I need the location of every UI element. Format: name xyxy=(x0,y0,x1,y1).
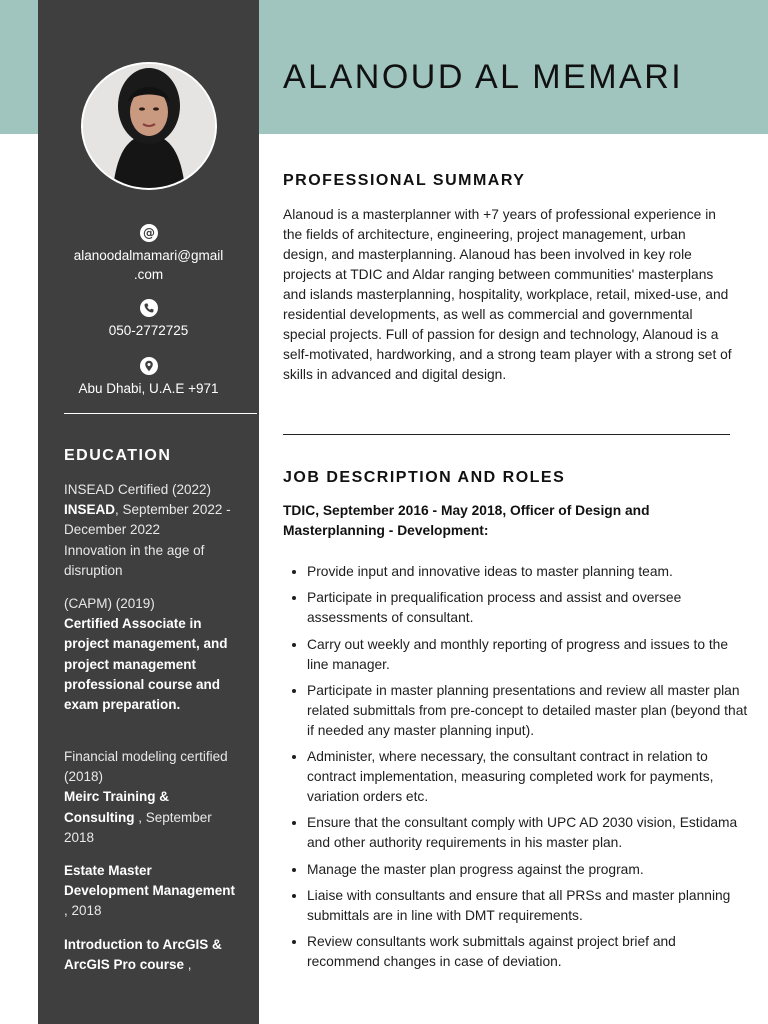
phone-number: 050-2772725 xyxy=(108,323,189,338)
education-item-org: Estate Master Development Management xyxy=(64,863,236,899)
phone-icon xyxy=(140,299,158,317)
resume-name: ALANOUD AL MEMARI xyxy=(283,58,684,96)
duty-item: • Manage the master plan progress against the program. xyxy=(307,860,749,880)
sidebar-divider xyxy=(64,413,257,414)
email-line-1: alanoodalmamari@gmail xyxy=(73,248,224,263)
profile-photo xyxy=(81,62,217,190)
education-item-course: Innovation in the age of disruption xyxy=(64,542,205,578)
contact-location xyxy=(38,357,259,398)
summary-text: Alanoud is a masterplanner with +7 years of professional experience in the fields of architecture, engineering, project management, urban design, and masterplanning. Alanoud has been involved in key role projects at TDIC and Aldar ranging between communities' masterplans and islands masterplanning, hospitality, workplace, retail, mixed-use, and residential developments, as well as commercial and governmental special projects. Full of passion for design and technology, Alanoud is a self-motivated, hardworking, and a strong team player with a strong set of skills in advanced and digital design. xyxy=(283,207,732,382)
education-item-insead xyxy=(64,480,236,581)
section-divider xyxy=(283,434,730,435)
location-text: Abu Dhabi, U.A.E +971 xyxy=(78,381,219,396)
education-item-line: Financial modeling certified (2018) xyxy=(64,749,228,785)
education-item-dates: , 2018 xyxy=(64,903,102,919)
education-item-org: Introduction to ArcGIS & ArcGIS Pro course xyxy=(64,937,222,973)
job-heading: TDIC, September 2016 - May 2018, Officer of Design and Masterplanning - Development: xyxy=(283,503,650,538)
education-item-dates: , xyxy=(184,957,192,973)
duty-item: • Participate in prequalification process and assist and oversee assessments of consultant. xyxy=(307,588,749,628)
summary-heading: PROFESSIONAL SUMMARY xyxy=(283,172,526,189)
jobs-heading: JOB DESCRIPTION AND ROLES xyxy=(283,469,566,486)
education-item-line: INSEAD Certified (2022) xyxy=(64,482,212,497)
education-item-financial-modeling xyxy=(64,747,236,848)
contact-email xyxy=(38,224,259,284)
duty-item: • Ensure that the consultant comply with UPC AD 2030 vision, Estidama and other authority requirements in his master plan. xyxy=(307,813,749,853)
education-heading: EDUCATION xyxy=(64,447,172,464)
education-item-estate-master xyxy=(64,861,236,922)
education-item-org: Meirc Training & Consulting xyxy=(64,789,170,825)
duty-item: • Participate in master planning presentations and review all master plan related submittals from pre-concept to detailed master plan (beyond that if needed any master planning input). xyxy=(307,681,749,741)
email-line-2: .com xyxy=(133,267,164,282)
sidebar xyxy=(38,0,259,1024)
location-pin-icon xyxy=(140,357,158,375)
duty-item: • Administer, where necessary, the consultant contract in relation to contract implementation, measuring completed work for payments, variation orders etc. xyxy=(307,747,749,807)
contact-phone xyxy=(38,299,259,340)
education-item-capm xyxy=(64,594,236,715)
education-item-dates: , September 2022 - December 2022 xyxy=(64,502,231,538)
duty-item: • Liaise with consultants and ensure that all PRSs and master planning submittals are in line with DMT requirements. xyxy=(307,886,749,926)
avatar xyxy=(83,64,215,188)
svg-text:@: @ xyxy=(142,226,155,240)
duty-item: • Carry out weekly and monthly reporting of progress and issues to the line manager. xyxy=(307,635,749,675)
education-item-arcgis xyxy=(64,935,236,975)
at-sign-icon xyxy=(140,224,158,242)
duty-item: • Review consultants work submittals against project brief and recommend changes in case of deviation. xyxy=(307,932,749,972)
duties-list xyxy=(290,562,749,979)
education-item-dates: , September 2018 xyxy=(64,809,212,845)
education-item-line: (CAPM) (2019) xyxy=(64,596,155,611)
duty-item: • Provide input and innovative ideas to master planning team. xyxy=(307,562,749,582)
education-item-org: Certified Associate in project management, and project management professional course and exam preparation. xyxy=(64,616,228,713)
education-item-org: INSEAD xyxy=(64,502,116,518)
